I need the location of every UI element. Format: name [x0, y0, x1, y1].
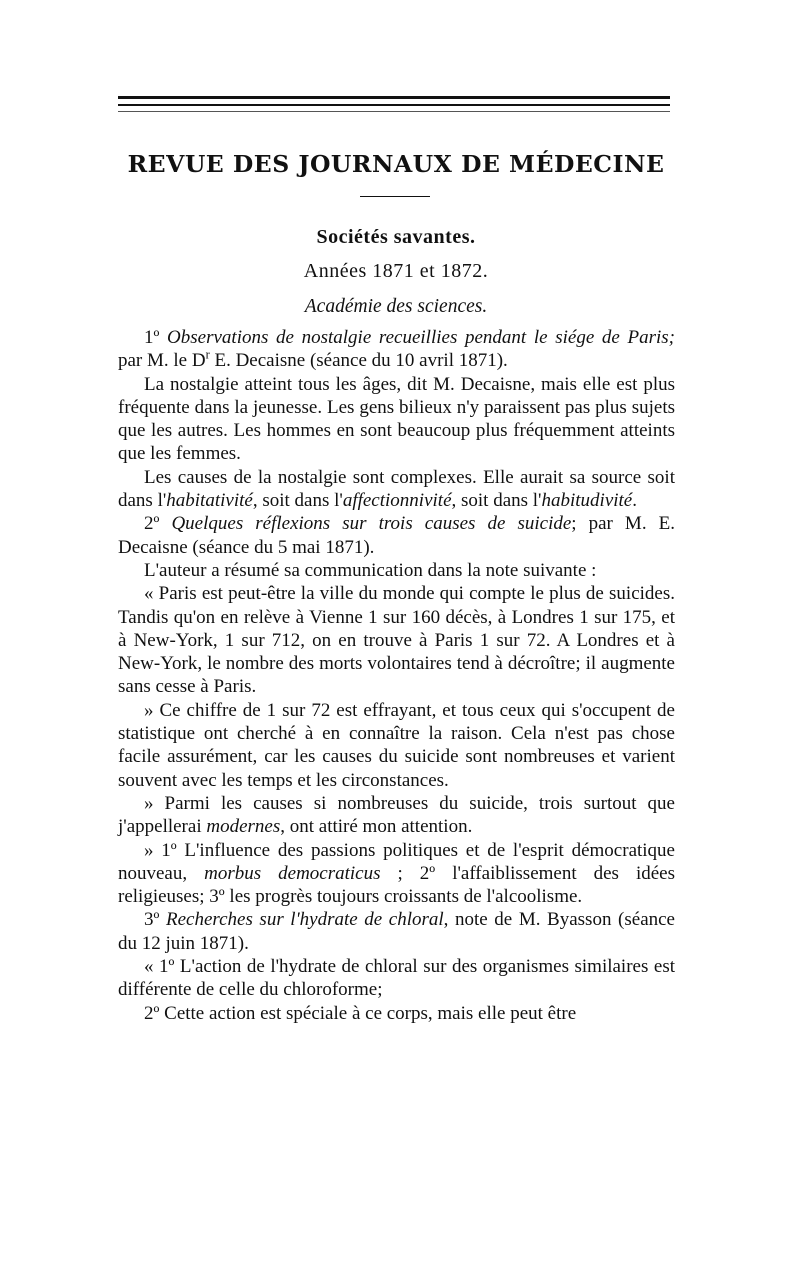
text-run: , soit dans l': [451, 490, 542, 512]
italic-text: morbus democraticus: [204, 862, 381, 884]
superscript: r: [205, 347, 210, 362]
italic-text: Observations de nostalgie recueillies pendant le siége de Paris;: [167, 327, 675, 348]
text-run: , soit dans l': [252, 490, 343, 512]
paragraph-p8: [118, 792, 675, 839]
paragraph-p9: [118, 839, 675, 909]
text-run: 2º Cette action est spéciale à ce corps, mais elle peut être: [144, 1002, 577, 1024]
paragraph-p7: [118, 699, 675, 792]
text-run: « Paris est peut-être la ville du monde qui compte le plus de suicides. Tandis qu'on en relève à Vienne 1 sur 160 décès, à Londres 1 sur 175, et à New-York, 1 sur 712, on en trouve à Paris 1 sur 72. A Londres et à New-York, le nombre des morts volontaires tend à décroître; il augmente sans cesse à Paris.: [118, 583, 675, 698]
italic-text: habitativité: [166, 490, 253, 512]
paragraph-p1: [118, 326, 675, 373]
academy-heading: Académie des sciences.: [304, 296, 488, 317]
italic-text: affectionnivité: [342, 490, 452, 512]
text-run: L'auteur a résumé sa communication dans la note suivante :: [144, 559, 597, 581]
text-run: E. Decaisne (séance du 10 avril 1871).: [209, 350, 508, 372]
italic-text: habitudivité: [541, 490, 633, 512]
top-rule-medium: [118, 104, 670, 106]
paragraph-p2: [118, 373, 675, 466]
italic-text: modernes: [206, 816, 281, 838]
text-run: ; par M. E. Decaisne (séance du 5 mai 1871).: [118, 513, 675, 558]
text-run: La nostalgie atteint tous les âges, dit M. Decaisne, mais elle est plus fréquente dans la jeunesse. Les gens bilieux n'y paraissent pas plus sujets que les autres. Les hommes en sont beaucoup plus fréquemment atteints que les femmes.: [118, 373, 675, 465]
paragraph-p11: [118, 955, 675, 1002]
text-run: 3º: [144, 909, 166, 931]
top-rule-thick: [118, 96, 670, 99]
text-run: ; 2º l'affaiblissement des idées religieuses; 3º les progrès toujours croissants de l'alcoolisme.: [118, 862, 675, 908]
title-separator: [360, 196, 430, 197]
paragraph-p10: [118, 908, 675, 955]
paragraph-p3: [118, 466, 675, 513]
paragraph-p12: [118, 1002, 675, 1025]
text-run: » Parmi les causes si nombreuses du suicide, trois surtout que j'appellerai: [118, 792, 675, 838]
text-run: » Ce chiffre de 1 sur 72 est effrayant, et tous ceux qui s'occupent de statistique ont cherché à en connaître la raison. Cela n'est pas chose facile assurément, car les causes du suicide sont nombreuses et varient souvent avec les temps et les circonstances.: [118, 699, 675, 791]
text-run: 1º: [144, 327, 168, 348]
text-run: , note de M. Byasson (séance du 12 juin 1871).: [118, 909, 675, 954]
italic-text: Quelques réflexions sur trois causes de suicide: [171, 513, 572, 535]
text-run: .: [632, 490, 637, 512]
paragraph-p4: [118, 512, 675, 559]
text-run: » 1º L'influence des passions politiques et de l'esprit démocratique nouveau,: [118, 839, 675, 884]
text-run: Les causes de la nostalgie sont complexes. Elle aurait sa source soit dans l': [118, 466, 675, 512]
paragraph-p6: [118, 582, 675, 698]
text-run: par M. le D: [118, 350, 206, 372]
page-title: REVUE DES JOURNAUX DE MÉDECINE: [127, 150, 665, 178]
top-rule-thin: [118, 111, 670, 112]
paragraph-p5: [118, 559, 675, 582]
article-body: [118, 326, 675, 1025]
years-heading: Années 1871 et 1872.: [303, 260, 489, 282]
text-run: 2º: [144, 513, 172, 535]
section-heading: Sociétés savantes.: [316, 226, 476, 248]
text-run: , ont attiré mon attention.: [280, 816, 473, 838]
text-run: « 1º L'action de l'hydrate de chloral sur des organismes similaires est différente de celle du chloroforme;: [118, 956, 675, 1001]
italic-text: Recherches sur l'hydrate de chloral: [165, 909, 444, 931]
